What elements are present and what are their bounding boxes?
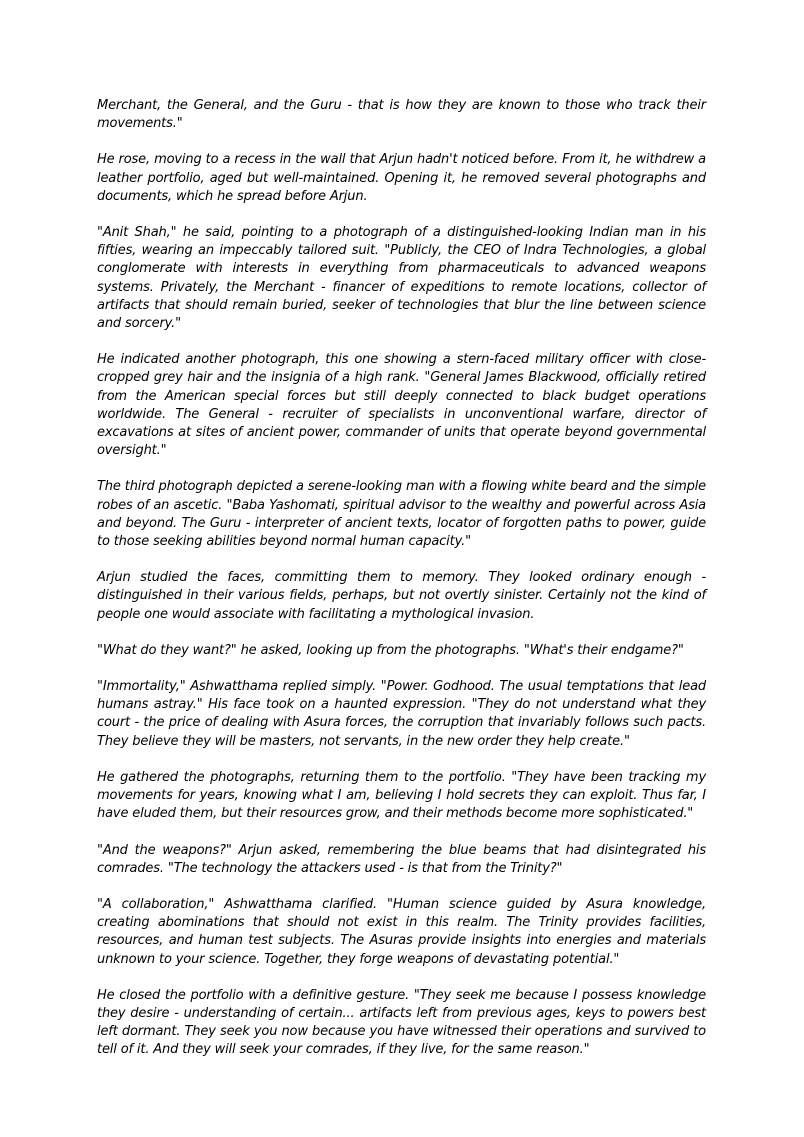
- paragraph-6: Arjun studied the faces, committing them to memory. They looked ordinary enough - distinguished in their various fields, perhaps, but not overtly sinister. Certainly not the kind of people one would associate with facilitating a mythological invasion.: [97, 570, 706, 622]
- paragraph-9: He gathered the photographs, returning them to the portfolio. "They have been tracking my movements for years, knowing what I am, believing I hold secrets they can exploit. Thus far, I have eluded them, but their resources grow, and their methods become more sophisticated.": [97, 769, 706, 822]
- text-body: [97, 97, 706, 1078]
- paragraph-2: He rose, moving to a recess in the wall that Arjun hadn't noticed before. From it, he withdrew a leather portfolio, aged but well-maintained. Opening it, he removed several photographs and documents, which he spread before Arjun.: [97, 152, 706, 204]
- paragraph-12: He closed the portfolio with a definitive gesture. "They seek me because I possess knowledge they desire - understanding of certain... artifacts left from previous ages, keys to powers best left dormant. They seek you now because you have witnessed their operations and survived to tell of it. And they will seek your comrades, if they live, for the same reason.": [97, 987, 706, 1058]
- paragraph-7: "What do they want?" he asked, looking up from the photographs. "What's their endgame?": [97, 642, 684, 658]
- paragraph-1: Merchant, the General, and the Guru - that is how they are known to those who track their movements.": [97, 98, 706, 132]
- paragraph-11: "A collaboration," Ashwatthama clarified. "Human science guided by Asura knowledge, creating abominations that should not exist in this realm. The Trinity provides facilities, resources, and human test subjects. The Asuras provide insights into energies and materials unknown to your science. Together, they forge weapons of devastating potential.": [97, 896, 706, 967]
- paragraph-10: "And the weapons?" Arjun asked, remembering the blue beams that had disintegrated his comrades. "The technology the attackers used - is that from the Trinity?": [97, 842, 706, 876]
- paragraph-4: He indicated another photograph, this one showing a stern-faced military officer with close-cropped grey hair and the insignia of a high rank. "General James Blackwood, officially retired from the American special forces but still deeply connected to black budget operations worldwide. The General - recruiter of specialists in unconventional warfare, director of excavations at sites of ancient power, commander of units that operate beyond governmental oversight.": [97, 352, 706, 459]
- paragraph-5: The third photograph depicted a serene-looking man with a flowing white beard and the simple robes of an ascetic. "Baba Yashomati, spiritual advisor to the wealthy and powerful across Asia and beyond. The Guru - interpreter of ancient texts, locator of forgotten paths to power, guide to those seeking abilities beyond normal human capacity.": [97, 479, 706, 550]
- paragraph-8: "Immortality," Ashwatthama replied simply. "Power. Godhood. The usual temptations that lead humans astray." His face took on a haunted expression. "They do not understand what they court - the price of dealing with Asura forces, the corruption that invariably follows such pacts. They believe they will be masters, not servants, in the new order they help create.": [97, 679, 706, 749]
- paragraph-3: "Anit Shah," he said, pointing to a photograph of a distinguished-looking Indian man in his fifties, wearing an impeccably tailored suit. "Publicly, the CEO of Indra Technologies, a global conglomerate with interests in everything from pharmaceuticals to advanced weapons systems. Privately, the Merchant - financer of expeditions to remote locations, collector of artifacts that should remain buried, seeker of technologies that blur the line between science and sorcery.": [97, 225, 706, 332]
